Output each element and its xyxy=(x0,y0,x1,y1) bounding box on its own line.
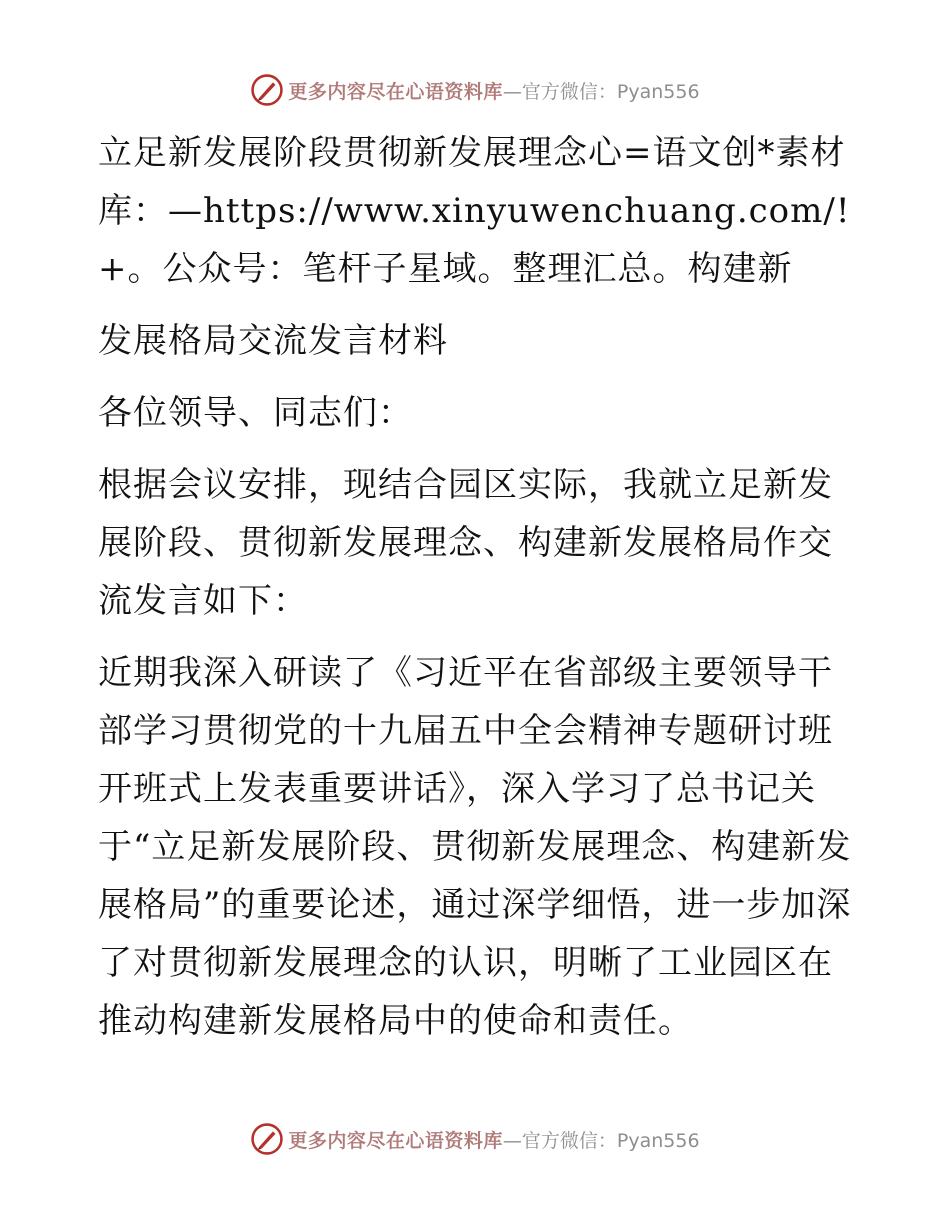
watermark-contact: —官方微信：Pyan556 xyxy=(502,1129,700,1152)
header-watermark xyxy=(0,70,950,110)
watermark-text: 更多内容尽在心语资料库 xyxy=(288,1129,503,1152)
paragraph-title-line: 立足新发展阶段贯彻新发展理念心=语文创*素材库：—https://www.xinyuwenchuang.com/! +。公众号：笔杆子星域。整理汇总。构建新 xyxy=(98,133,851,289)
paragraph-title-cont: 发展格局交流发言材料 xyxy=(98,321,448,361)
paragraph-intro: 根据会议安排，现结合园区实际，我就立足新发展阶段、贯彻新发展理念、构建新发展格局作交流发言如下： xyxy=(98,465,833,621)
watermark-text: 更多内容尽在心语资料库 xyxy=(288,80,503,103)
footer-watermark xyxy=(0,1119,950,1159)
paragraph-salutation: 各位领导、同志们： xyxy=(98,393,413,433)
quill-pen-icon xyxy=(250,73,284,107)
watermark-contact: —官方微信：Pyan556 xyxy=(502,80,700,103)
paragraph-body: 近期我深入研读了《习近平在省部级主要领导干部学习贯彻党的十九届五中全会精神专题研讨班开班式上发表重要讲话》，深入学习了总书记关于“立足新发展阶段、贯彻新发展理念、构建新发展格局”的重要论述，通过深学细悟，进一步加深了对贯彻新发展理念的认识，明晰了工业园区在推动构建新发展格局中的使命和责任。 xyxy=(98,653,852,1041)
quill-pen-icon xyxy=(250,1122,284,1156)
document-body xyxy=(98,124,852,1050)
